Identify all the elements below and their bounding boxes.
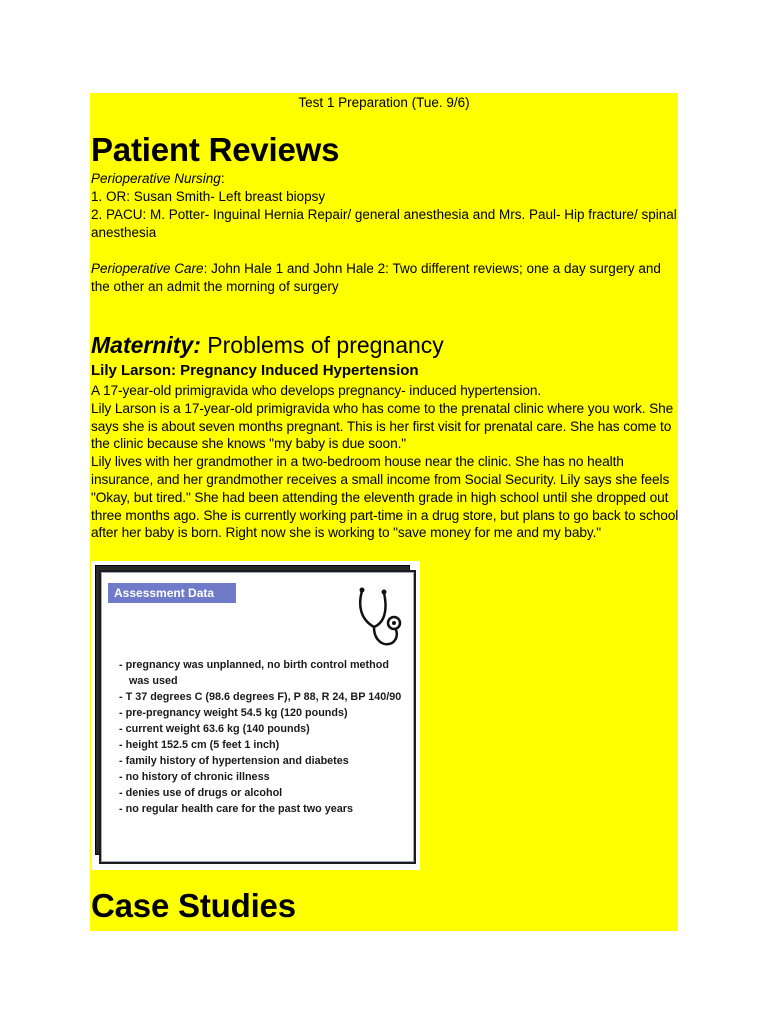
- perioperative-care-block: [91, 260, 677, 296]
- case-subheading: Lily Larson: Pregnancy Induced Hypertension: [91, 362, 419, 379]
- maternity-label: Maternity:: [91, 332, 201, 358]
- narrative-paragraph: A 17-year-old primigravida who develops pregnancy- induced hypertension.: [91, 383, 542, 398]
- assessment-card: [99, 570, 416, 864]
- maternity-title: Problems of pregnancy: [200, 332, 444, 358]
- perioperative-nursing-block: [91, 170, 677, 242]
- assessment-item: - no regular health care for the past two years: [119, 803, 353, 815]
- case-narrative: [91, 382, 681, 542]
- perioperative-nursing-colon: :: [220, 171, 225, 186]
- assessment-list: [119, 657, 409, 817]
- pacu-review-line: 2. PACU: M. Potter- Inguinal Hernia Repair/ general anesthesia and Mrs. Paul- Hip fracture/ spinal anesthesia: [91, 207, 677, 240]
- assessment-title: Assessment Data: [108, 583, 236, 603]
- assessment-item: - T 37 degrees C (98.6 degrees F), P 88, R 24, BP 140/90: [119, 691, 402, 703]
- stethoscope-icon: [354, 585, 404, 655]
- perioperative-care-text: : John Hale 1 and John Hale 2: Two different reviews; one a day surgery and the other an admit the morning of surgery: [91, 261, 661, 294]
- assessment-item: - current weight 63.6 kg (140 pounds): [119, 723, 310, 735]
- assessment-item: - family history of hypertension and diabetes: [119, 755, 349, 767]
- patient-reviews-heading: Patient Reviews: [91, 131, 340, 168]
- assessment-item: - pregnancy was unplanned, no birth control method was used: [119, 659, 389, 687]
- perioperative-care-label: Perioperative Care: [91, 261, 204, 276]
- maternity-heading: [91, 331, 444, 359]
- assessment-item: - no history of chronic illness: [119, 771, 270, 783]
- test-preparation-title: Test 1 Preparation (Tue. 9/6): [298, 95, 470, 110]
- case-studies-heading: Case Studies: [91, 887, 296, 924]
- or-review-line: 1. OR: Susan Smith- Left breast biopsy: [91, 189, 326, 204]
- assessment-item: - pre-pregnancy weight 54.5 kg (120 pounds): [119, 707, 348, 719]
- narrative-paragraph: Lily lives with her grandmother in a two-bedroom house near the clinic. She has no health insurance, and her grandmother receives a small income from Social Security. Lily says she feels "Okay, but tired." She had been attending the eleventh grade in high school until she dropped out three months ago. She is currently working part-time in a drug store, but plans to go back to school after her baby is born. Right now she is working to "save money for me and my baby.": [91, 454, 679, 541]
- assessment-data-figure: [91, 561, 420, 870]
- narrative-paragraph: Lily Larson is a 17-year-old primigravida who has come to the prenatal clinic where you work. She says she is about seven months pregnant. This is her first visit for prenatal care. She has come to the clinic because she knows "my baby is due soon.": [91, 400, 674, 452]
- perioperative-nursing-label: Perioperative Nursing: [91, 171, 221, 186]
- assessment-item: - denies use of drugs or alcohol: [119, 787, 283, 799]
- assessment-item: - height 152.5 cm (5 feet 1 inch): [119, 739, 280, 751]
